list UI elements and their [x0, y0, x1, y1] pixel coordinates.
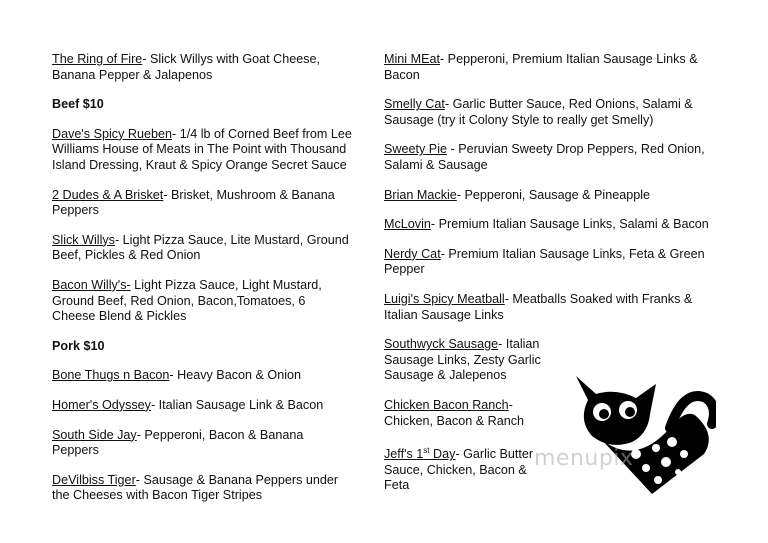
menu-item — [52, 188, 352, 219]
menu-item-description: - Meatballs Soaked with Franks & Italian Sausage Links — [384, 291, 693, 322]
menu-item-description: - Premium Italian Sausage Links, Feta & Green Pepper — [384, 246, 705, 277]
menu-item-name: South Side Jay — [52, 427, 137, 442]
menu-item-name: Luigi's Spicy Meatball — [384, 291, 505, 306]
menu-item — [384, 398, 556, 429]
menu-item-description: - Brisket, Mushroom & Banana Peppers — [52, 187, 335, 218]
menu-item-name: Brian Mackie — [384, 187, 457, 202]
section-heading: Pork $10 — [52, 338, 105, 353]
menu-item — [384, 247, 724, 278]
menu-item-description: - Italian Sausage Link & Bacon — [150, 397, 324, 412]
menu-item — [384, 97, 724, 128]
menu-item-name: Sweety Pie — [384, 142, 447, 157]
menu-item — [384, 142, 724, 173]
menu-item-description: - Heavy Bacon & Onion — [169, 368, 302, 383]
menu-item-name: Bacon Willy's- — [52, 277, 131, 292]
menu-item-description: - Garlic Butter Sauce, Chicken, Bacon & Feta — [384, 447, 534, 493]
menu-item — [52, 428, 352, 459]
menu-item-description: - Light Pizza Sauce, Lite Mustard, Ground Beef, Pickles & Red Onion — [52, 232, 349, 263]
menu-item — [52, 473, 352, 504]
left-menu-column — [52, 52, 352, 518]
menu-item-name: Smelly Cat — [384, 97, 445, 112]
menu-item-description: - Pepperoni, Sausage & Pineapple — [456, 187, 651, 202]
menu-item-description: - Pepperoni, Bacon & Banana Peppers — [52, 427, 304, 458]
menu-item — [384, 217, 724, 233]
menu-item-name: Mini MEat — [384, 52, 440, 66]
menu-item-description: - Peruvian Sweety Drop Peppers, Red Onion, Salami & Sausage — [384, 142, 705, 172]
menu-item — [52, 52, 352, 83]
menu-item — [52, 127, 352, 174]
menu-item — [52, 368, 352, 384]
menu-item-name: DeVilbiss Tiger — [52, 472, 136, 487]
menu-item — [384, 188, 724, 204]
menu-item — [384, 443, 540, 494]
menu-item-name: Jeff's 1st Day — [384, 446, 456, 462]
menu-item-name: Dave's Spicy Rueben — [52, 126, 173, 141]
menu-item-description: - Garlic Butter Sauce, Red Onions, Salami & Sausage (try it Colony Style to really get Smelly) — [384, 97, 693, 127]
menu-item-name: Southwyck Sausage — [384, 337, 499, 352]
black-cat-pizza-slice-icon — [566, 358, 716, 498]
menu-item-name: Bone Thugs n Bacon — [52, 368, 170, 383]
menu-item — [52, 278, 352, 325]
menu-item-description: Light Pizza Sauce, Light Mustard, Ground Beef, Red Onion, Bacon,Tomatoes, 6 Cheese Blend & Pickles — [52, 277, 322, 324]
menu-item-description: - 1/4 lb of Corned Beef from Lee Williams House of Meats in The Point with Thousand Island Dressing, Kraut & Spicy Orange Secret Sauce — [52, 126, 352, 172]
menu-item-name: McLovin — [384, 217, 431, 232]
menu-item — [384, 52, 724, 83]
menu-item-description: - Slick Willys with Goat Cheese, Banana Pepper & Jalapenos — [52, 52, 321, 82]
menu-item-name: Slick Willys — [52, 232, 115, 247]
menu-item-description: - Italian Sausage Links, Zesty Garlic Sausage & Jalepenos — [384, 337, 541, 383]
menu-item — [384, 337, 556, 384]
menu-item-description: - Pepperoni, Premium Italian Sausage Links & Bacon — [384, 52, 698, 82]
menu-item-name: Homer's Odyssey — [52, 397, 151, 412]
menu-item-description: - Premium Italian Sausage Links, Salami & Bacon — [430, 217, 709, 232]
menu-item-name: Nerdy Cat — [384, 246, 441, 261]
menu-item-name: Chicken Bacon Ranch — [384, 397, 509, 412]
menu-item-name: The Ring of Fire — [52, 52, 143, 66]
menu-item — [52, 398, 352, 414]
menu-item-description: - Sausage & Banana Peppers under the Cheeses with Bacon Tiger Stripes — [52, 472, 339, 503]
menu-item-description: - Chicken, Bacon & Ranch — [384, 397, 525, 428]
watermark: menupix — [534, 446, 634, 471]
section-heading: Beef $10 — [52, 97, 104, 112]
menu-item — [52, 233, 352, 264]
menu-item-name: 2 Dudes & A Brisket — [52, 187, 164, 202]
menu-item — [384, 292, 724, 323]
